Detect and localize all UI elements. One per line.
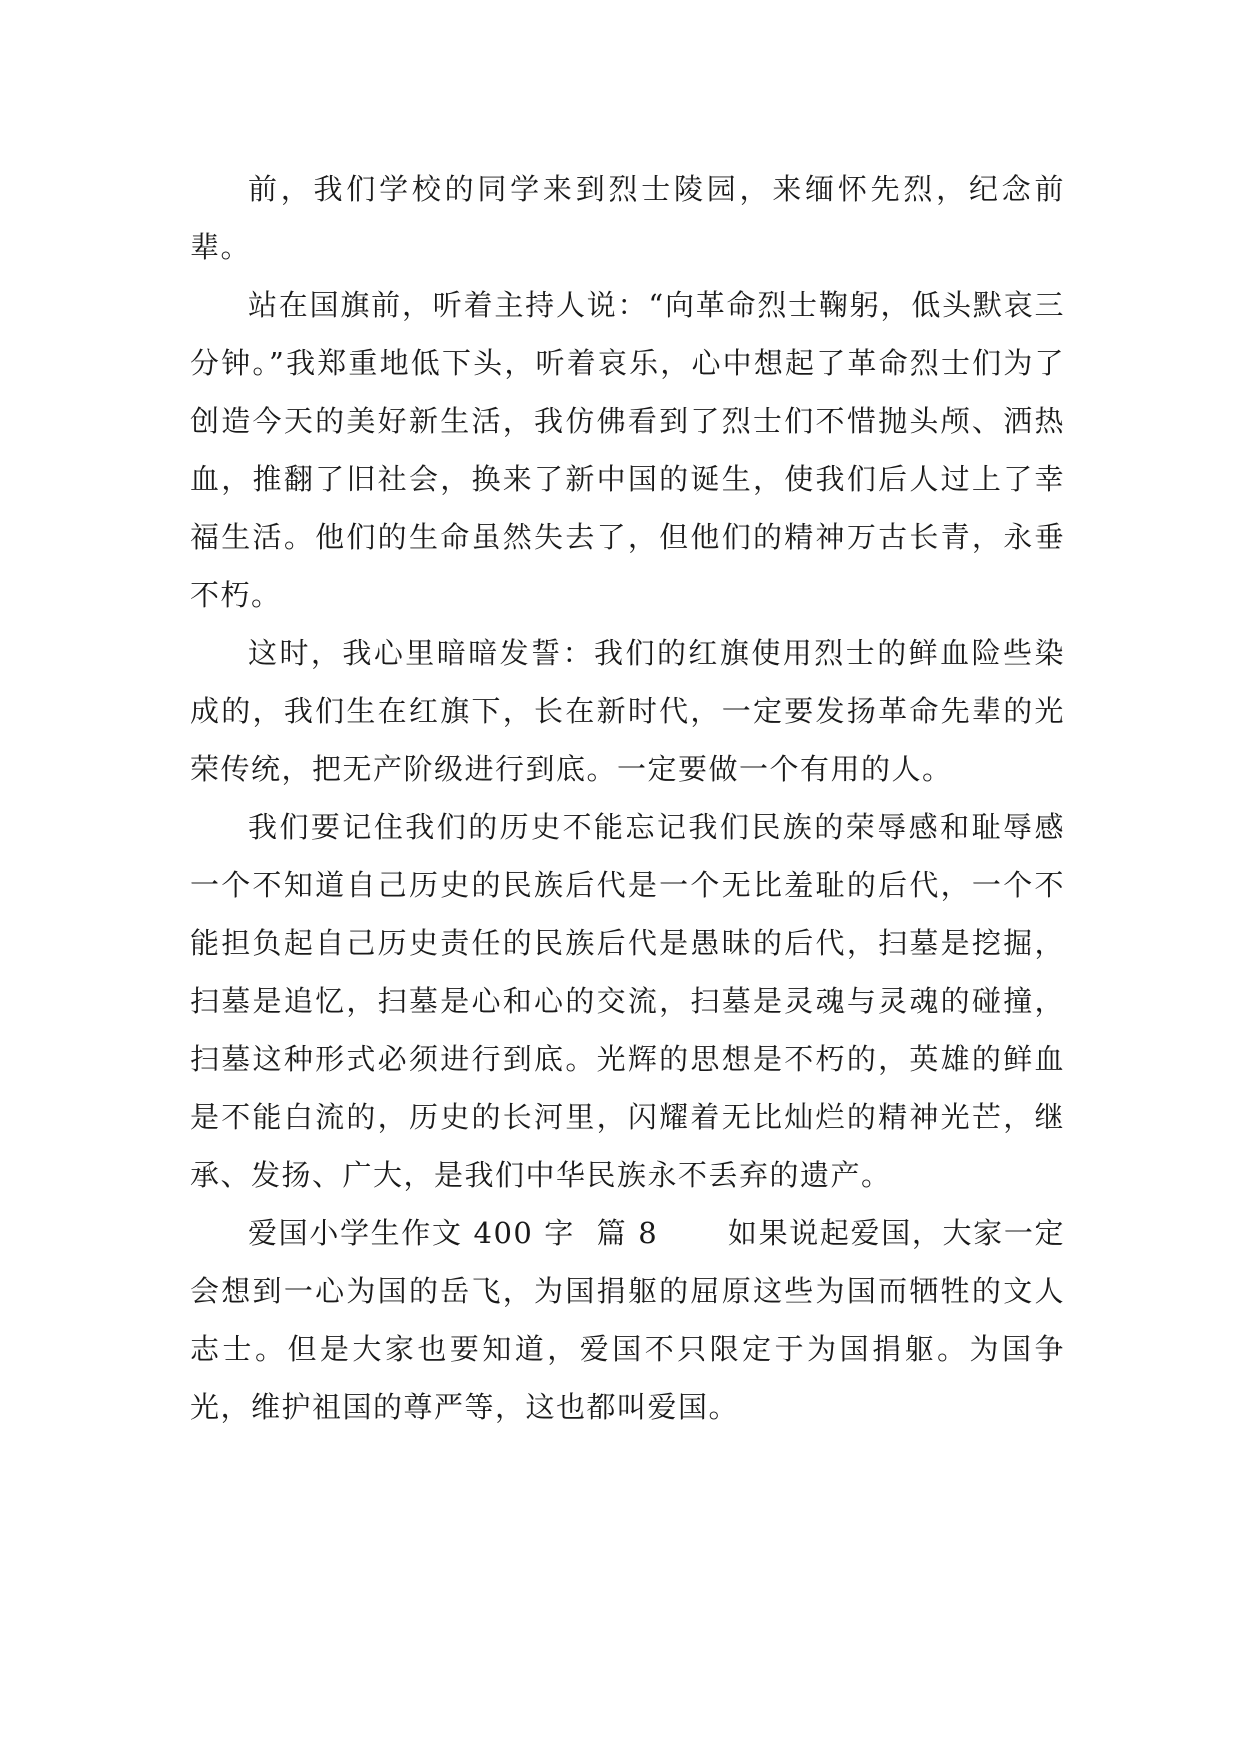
section-paragraph — [190, 1204, 1065, 1436]
paragraph: 站在国旗前，听着主持人说：“向革命烈士鞠躬，低头默哀三分钟。”我郑重地低下头，听着哀乐，心中想起了革命烈士们为了创造今天的美好新生活，我仿佛看到了烈士们不惜抛头颅、洒热血，推翻了旧社会，换来了新中国的诞生，使我们后人过上了幸福生活。他们的生命虽然失去了，但他们的精神万古长青，永垂不朽。 — [190, 288, 1065, 612]
section-title: 爱国小学生作文 400 字 — [248, 1216, 575, 1250]
paragraph: 这时，我心里暗暗发誓：我们的红旗使用烈士的鲜血险些染成的，我们生在红旗下，长在新时代，一定要发扬革命先辈的光荣传统，把无产阶级进行到底。一定要做一个有用的人。 — [190, 636, 1065, 786]
section-body: 如果说起爱国，大家一定会想到一心为国的岳飞，为国捐躯的屈原这些为国而牺牲的文人志士。但是大家也要知道，爱国不只限定于为国捐躯。为国争光，维护祖国的尊严等，这也都叫爱国。 — [190, 1216, 1066, 1424]
paragraph: 我们要记住我们的历史不能忘记我们民族的荣辱感和耻辱感一个不知道自己历史的民族后代是一个无比羞耻的后代，一个不能担负起自己历史责任的民族后代是愚昧的后代，扫墓是挖掘，扫墓是追忆，扫墓是心和心的交流，扫墓是灵魂与灵魂的碰撞，扫墓这种形式必须进行到底。光辉的思想是不朽的，英雄的鲜血是不能白流的，历史的长河里，闪耀着无比灿烂的精神光芒，继承、发扬、广大，是我们中华民族永不丢弃的遗产。 — [190, 810, 1065, 1192]
paragraph: 前，我们学校的同学来到烈士陵园，来缅怀先烈，纪念前辈。 — [190, 172, 1065, 264]
document-page — [190, 160, 1065, 1436]
section-label: 篇 8 — [596, 1216, 659, 1250]
